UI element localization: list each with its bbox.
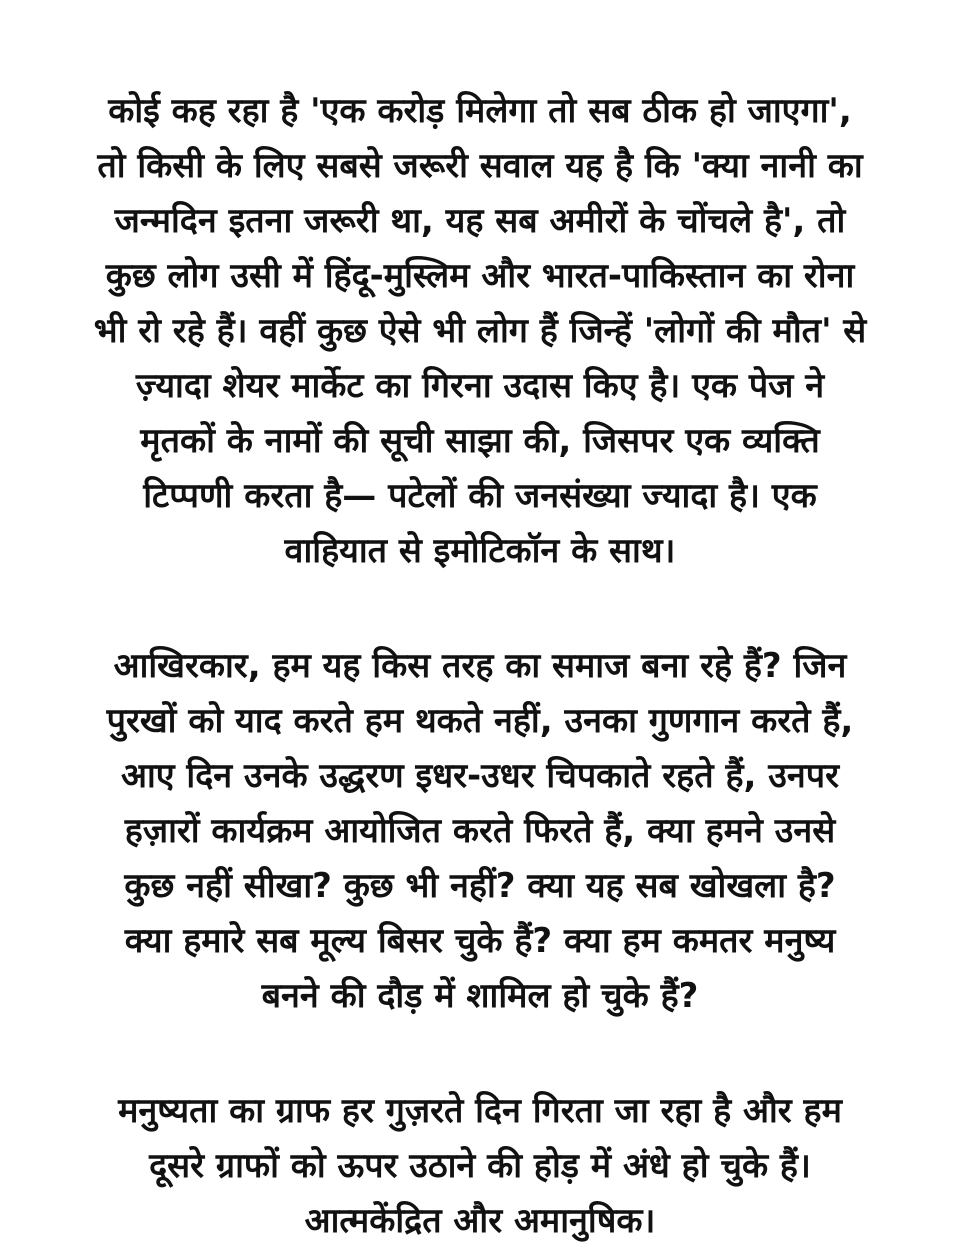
text-line: जन्मदिन इतना जरूरी था, यह सब अमीरों के चोंचले है', तो	[114, 201, 846, 241]
text-line: हज़ारों कार्यक्रम आयोजित करते फिरते हैं, क्या हमने उनसे	[124, 811, 836, 851]
paragraph-2	[40, 639, 920, 1024]
text-line: क्या हमारे सब मूल्य बिसर चुके हैं? क्या हम कमतर मनुष्य	[124, 921, 836, 961]
paragraph-spacer	[0, 579, 960, 639]
text-line: कुछ नहीं सीखा? कुछ भी नहीं? क्या यह सब खोखला है?	[124, 866, 836, 906]
text-line: पुरखों को याद करते हम थकते नहीं, उनका गुणगान करते हैं,	[106, 701, 854, 741]
paragraph-spacer	[0, 1024, 960, 1084]
text-line: कुछ लोग उसी में हिंदू-मुस्लिम और भारत-पाकिस्तान का रोना	[105, 256, 855, 296]
text-line: मनुष्यता का ग्राफ हर गुज़रते दिन गिरता जा रहा है और हम	[118, 1091, 842, 1131]
text-line: मृतकों के नामों की सूची साझा की, जिसपर एक व्यक्ति	[140, 421, 820, 461]
text-line: ज़्यादा शेयर मार्केट का गिरना उदास किए है। एक पेज ने	[135, 366, 825, 406]
text-line: भी रो रहे हैं। वहीं कुछ ऐसे भी लोग हैं जिन्हें 'लोगों की मौत' से	[93, 311, 867, 351]
text-line: टिप्पणी करता है— पटेलों की जनसंख्या ज्यादा है। एक	[143, 476, 817, 516]
text-line: कोई कह रहा है 'एक करोड़ मिलेगा तो सब ठीक हो जाएगा',	[108, 91, 852, 131]
paragraph-3	[40, 1084, 920, 1249]
text-line: आए दिन उनके उद्धरण इधर-उधर चिपकाते रहते हैं, उनपर	[121, 756, 839, 796]
text-line: तो किसी के लिए सबसे जरूरी सवाल यह है कि 'क्या नानी का	[97, 146, 863, 186]
paragraph-1	[40, 84, 920, 579]
text-line: आत्मकेंद्रित और अमानुषिक।	[304, 1201, 656, 1241]
text-line: वाहियात से इमोटिकॉन के साथ।	[284, 531, 676, 571]
text-line: बनने की दौड़ में शामिल हो चुके हैं?	[261, 976, 699, 1016]
text-line: आखिरकार, हम यह किस तरह का समाज बना रहे हैं? जिन	[113, 646, 847, 686]
text-line: दूसरे ग्राफों को ऊपर उठाने की होड़ में अंधे हो चुके हैं।	[149, 1146, 811, 1186]
